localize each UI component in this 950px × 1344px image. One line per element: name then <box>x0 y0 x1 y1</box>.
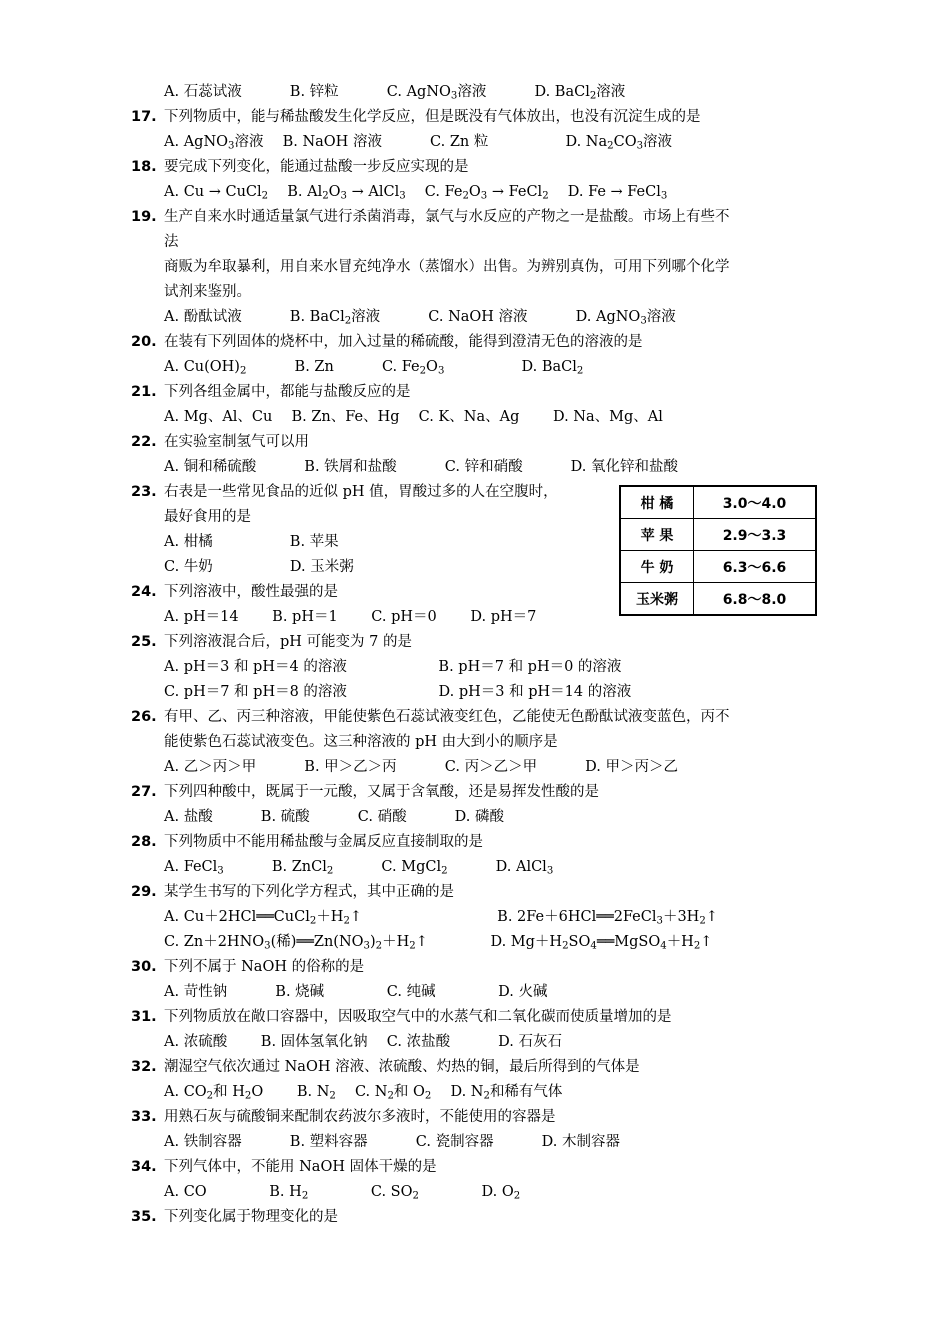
question-line: A. Cu → CuCl$_2$ B. $Al_2O_3$ → AlCl$_3$ C. $Fe_2O_3$ → FeCl$_2$ D. Fe → FeCl$_3$ <box>164 184 668 202</box>
question-stem: 下列溶液混合后，pH 可能变为 7 的是 <box>164 634 412 650</box>
ph-value: 3.0～4.0 <box>694 486 817 519</box>
question-line: C. 牛奶 D. 玉米粥 <box>164 559 354 575</box>
question-stem: 在实验室制氢气可以用 <box>164 434 309 450</box>
question-stem: 下列四种酸中，既属于一元酸，又属于含氧酸，还是易挥发性酸的是 <box>164 784 599 800</box>
food-name: 牛 奶 <box>620 551 694 583</box>
question-number: 31. <box>131 1009 157 1025</box>
ph-value: 6.3～6.6 <box>694 551 817 583</box>
question-line: 最好食用的是 <box>164 509 251 525</box>
question-number: 29. <box>131 884 157 900</box>
question-number: 22. <box>131 434 157 450</box>
question-stem: 下列物质放在敞口容器中，因吸取空气中的水蒸气和二氧化碳而使质量增加的是 <box>164 1009 672 1025</box>
question-number: 18. <box>131 159 157 175</box>
question-stem: 下列各组金属中，都能与盐酸反应的是 <box>164 384 411 400</box>
table-row <box>620 519 816 551</box>
question-stem: 右表是一些常见食品的近似 pH 值，胃酸过多的人在空腹时， <box>164 484 558 500</box>
question-line: A. Mg、Al、Cu B. Zn、Fe、Hg C. K、Na、Ag D. Na、Mg、Al <box>164 409 663 425</box>
question-line: A. 柑橘 B. 苹果 <box>164 534 339 550</box>
question-stem: 用熟石灰与硫酸铜来配制农药波尔多液时，不能使用的容器是 <box>164 1109 556 1125</box>
question-number: 35. <box>131 1209 157 1225</box>
question-number: 28. <box>131 834 157 850</box>
question-number: 32. <box>131 1059 157 1075</box>
question-number: 24. <box>131 584 157 600</box>
question-line: 试剂来鉴别。 <box>164 284 251 300</box>
question-stem: 有甲、乙、丙三种溶液，甲能使紫色石蕊试液变红色，乙能使无色酚酞试液变蓝色，丙不 <box>164 709 730 725</box>
food-name: 苹 果 <box>620 519 694 551</box>
question-line: C. $Zn+2HNO_3$(稀)$══Zn(NO_3)_2+H_2↑$ D. $Mg+H_2SO_4══MgSO_4+H_2↑$ <box>164 934 713 952</box>
question-number: 26. <box>131 709 157 725</box>
question-stem: 下列变化属于物理变化的是 <box>164 1209 338 1225</box>
ph-value: 2.9～3.3 <box>694 519 817 551</box>
question-number: 25. <box>131 634 157 650</box>
question-line: A. 盐酸 B. 硫酸 C. 硝酸 D. 磷酸 <box>164 809 505 825</box>
food-name: 柑 橘 <box>620 486 694 519</box>
question-line: A. pH＝3 和 pH＝4 的溶液 B. pH＝7 和 pH＝0 的溶液 <box>164 659 622 675</box>
question-stem: 要完成下列变化，能通过盐酸一步反应实现的是 <box>164 159 469 175</box>
question-line: 商贩为牟取暴利，用自来水冒充纯净水（蒸馏水）出售。为辨别真伪，可用下列哪个化学 <box>164 259 730 275</box>
question-line: A. CO B. $H_2$ C. $SO_2$ D. $O_2$ <box>164 1184 521 1202</box>
question-line: A. $Cu+2HCl══CuCl_2+H_2↑$ B. $2Fe+6HCl══2FeCl_3+3H_2↑$ <box>164 909 718 927</box>
question-number: 23. <box>131 484 157 500</box>
question-line: A. pH＝14 B. pH＝1 C. pH＝0 D. pH＝7 <box>164 609 537 625</box>
question-line: A. 苛性钠 B. 烧碱 C. 纯碱 D. 火碱 <box>164 984 548 1000</box>
food-name: 玉米粥 <box>620 583 694 616</box>
question-line: 能使紫色石蕊试液变色。这三种溶液的 pH 由大到小的顺序是 <box>164 734 558 750</box>
question-stem: 下列物质中不能用稀盐酸与金属反应直接制取的是 <box>164 834 483 850</box>
question-stem: 在装有下列固体的烧杯中，加入过量的稀硫酸，能得到澄清无色的溶液的是 <box>164 334 643 350</box>
question-number: 30. <box>131 959 157 975</box>
table-row <box>620 486 816 519</box>
question-line: A. $Cu(OH)_2$ B. Zn C. $Fe_2O_3$ D. BaCl$_2$ <box>164 359 584 377</box>
question-line: A. FeCl$_3$ B. ZnCl$_2$ C. MgCl$_2$ D. AlCl$_3$ <box>164 859 554 877</box>
ph-value: 6.8～8.0 <box>694 583 817 616</box>
question-line: A. 铜和稀硫酸 B. 铁屑和盐酸 C. 锌和硝酸 D. 氧化锌和盐酸 <box>164 459 679 475</box>
question-number: 27. <box>131 784 157 800</box>
question-number: 20. <box>131 334 157 350</box>
question-stem: 下列气体中，不能用 NaOH 固体干燥的是 <box>164 1159 437 1175</box>
question-stem: 下列不属于 NaOH 的俗称的是 <box>164 959 365 975</box>
question-line: A. 浓硫酸 B. 固体氢氧化钠 C. 浓盐酸 D. 石灰石 <box>164 1034 563 1050</box>
question-stem: 某学生书写的下列化学方程式，其中正确的是 <box>164 884 454 900</box>
question-stem: 下列溶液中，酸性最强的是 <box>164 584 338 600</box>
question-stem: 下列物质中，能与稀盐酸发生化学反应，但是既没有气体放出，也没有沉淀生成的是 <box>164 109 701 125</box>
question-number: 34. <box>131 1159 157 1175</box>
question-line: C. pH＝7 和 pH＝8 的溶液 D. pH＝3 和 pH＝14 的溶液 <box>164 684 632 700</box>
question-line: A. 铁制容器 B. 塑料容器 C. 瓷制容器 D. 木制容器 <box>164 1134 621 1150</box>
question-line: A. 乙＞丙＞甲 B. 甲＞乙＞丙 C. 丙＞乙＞甲 D. 甲＞丙＞乙 <box>164 759 679 775</box>
table-row <box>620 551 816 583</box>
question-line: A. 石蕊试液 B. 锌粒 C. AgNO$_3$溶液 D. BaCl$_2$溶液 <box>164 84 626 102</box>
question-line: 法 <box>164 234 179 250</box>
table-row <box>620 583 816 616</box>
question-number: 33. <box>131 1109 157 1125</box>
ph-table <box>619 485 817 616</box>
question-number: 17. <box>131 109 157 125</box>
question-stem: 生产自来水时通适量氯气进行杀菌消毒，氯气与水反应的产物之一是盐酸。市场上有些不 <box>164 209 730 225</box>
question-line: A. $CO_2$和 $H_2O$ B. $N_2$ C. $N_2$和 $O_2$ D. $N_2$和稀有气体 <box>164 1084 563 1102</box>
question-stem: 潮湿空气依次通过 NaOH 溶液、浓硫酸、灼热的铜，最后所得到的气体是 <box>164 1059 640 1075</box>
question-line: A. AgNO$_3$溶液 B. NaOH 溶液 C. Zn 粒 D. $Na_2CO_3$溶液 <box>164 134 673 152</box>
question-number: 19. <box>131 209 157 225</box>
question-number: 21. <box>131 384 157 400</box>
question-line: A. 酚酞试液 B. BaCl$_2$溶液 C. NaOH 溶液 D. AgNO$_3$溶液 <box>164 309 676 327</box>
